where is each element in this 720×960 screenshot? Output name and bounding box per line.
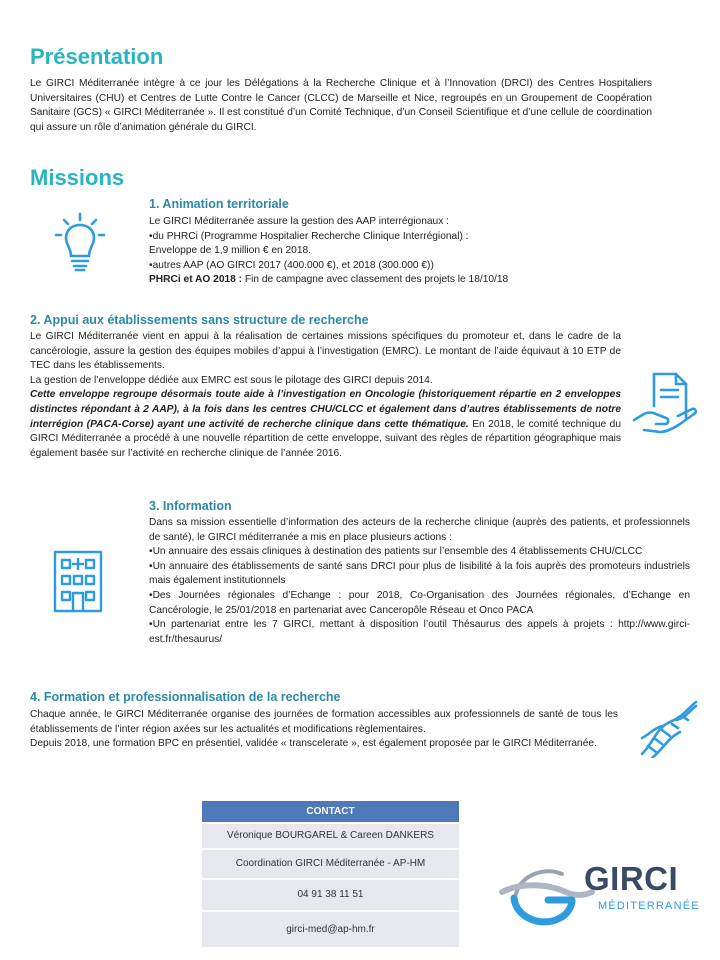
mission1-line: Le GIRCI Méditerranée assure la gestion des AAP interrégionaux :: [149, 216, 449, 227]
mission1-rest: Fin de campagne avec classement des projets le 18/10/18: [242, 274, 509, 286]
mission4-p1: Chaque année, le GIRCI Méditerranée organise des journées de formation accessibles aux professionnels de santé de tous les établissements de l’inter région axées sur les actualités et modifications règlementaires.: [30, 709, 618, 735]
contact-org: Coordination GIRCI Méditerranée - AP-HM: [202, 848, 459, 878]
mission2-title: 2. Appui aux établissements sans structure de recherche: [30, 313, 369, 327]
contact-header: CONTACT: [202, 801, 459, 822]
mission3-body: [149, 516, 690, 647]
mission3-bullet: •Un annuaire des essais cliniques à destination des patients sur l’ensemble des 4 établissements CHU/CLCC: [149, 546, 643, 558]
contact-table: [202, 801, 459, 947]
mission2-bold: Cette enveloppe regroupe désormais toute aide à l’investigation en Oncologie (historiquement répartie en 2 enveloppes distinctes répondant à 2 AAP), à la fois dans les centres CHU/CLCC et également dans d’autres établissements de notre interrégion (PACA-Corse) ayant une activité de recherche clinique dans cette thématique.: [30, 389, 621, 430]
mission2-p2: La gestion de l’enveloppe dédiée aux EMRC est sous le pilotage des GIRCI depuis 2014.: [30, 374, 433, 386]
document-hand-icon: [630, 370, 702, 436]
mission1-bold: PHRCi et AO 2018 :: [149, 274, 243, 286]
mission2-body: [30, 330, 621, 461]
logo-subtitle: MÉDITERRANÉE: [598, 900, 700, 912]
presentation-text: Le GIRCI Méditerranée intègre à ce jour les Délégations à la Recherche Clinique et à l’Innovation (DRCI) des Centres Hospitaliers Universitaires (CHU) et Centres de Lutte Contre le Cancer (CLCC) de Marseille et Nice, regroupés en un Groupement de Coopération Sanitaire (GCS) « GIRCI Méditerranée ». Il est constitué d’un Comité Technique, d’un Conseil Scientifique et d’une cellule de coordination qui assure un rôle d’animation générale du GIRCI.: [30, 78, 652, 133]
contact-email[interactable]: girci-med@ap-hm.fr: [202, 910, 459, 947]
mission1-line: •autres AAP (AO GIRCI 2017 (400.000 €), et 2018 (300.000 €)): [149, 259, 434, 271]
mission4-body: [30, 708, 618, 752]
mission1-line: [149, 273, 669, 288]
mission4-title: 4. Formation et professionnalisation de la recherche: [30, 690, 341, 704]
mission1-body: [149, 215, 669, 288]
logo-name: GIRCI: [584, 860, 679, 897]
mission3-title: 3. Information: [149, 499, 232, 513]
mission3-bullet: •Des Journées régionales d’Echange : pour 2018, Co-Organisation des Journées régionales, d’Echange en Cancérologie, le 25/01/2018 en partenariat avec Canceropôle Réseau et Onco PACA: [149, 589, 690, 616]
contact-phone: 04 91 38 11 51: [202, 878, 459, 910]
mission1-title: 1. Animation territoriale: [149, 197, 289, 211]
mission2-rest: En 2018, le comité technique du GIRCI Méditerranée a procédé à une nouvelle répartition de cette enveloppe, suivant des règles de répartition géographique mais également basée sur l’activité en recherche clinique de l’année 2016.: [30, 418, 621, 459]
mission3-p1: Dans sa mission essentielle d’information des acteurs de la recherche clinique (auprès des patients, et professionnels de santé), le GIRCI méditerranée a mis en place plusieurs actions :: [149, 517, 690, 543]
mission1-line: Enveloppe de 1,9 million € en 2018.: [149, 245, 311, 257]
mission3-bullet: •Un partenariat entre les 7 GIRCI, mettant à disposition l’outil Thésaurus des appels à projets : http://www.girci-est.fr/thesaurus/: [149, 619, 690, 645]
mission1-line: •du PHRCi (Programme Hospitalier Recherche Clinique Interrégional) :: [149, 230, 469, 242]
mission4-p2: Depuis 2018, une formation BPC en présentiel, validée « transcelerate », est également proposée par le GIRCI Méditerranée.: [30, 738, 597, 750]
missions-title: Missions: [30, 165, 125, 190]
mission2-p3: [30, 388, 621, 461]
contact-names: Véronique BOURGAREL & Careen DANKERS: [202, 822, 459, 848]
dna-icon: [636, 698, 702, 758]
presentation-title: Présentation: [30, 44, 164, 69]
girci-logo: [498, 856, 698, 928]
mission2-p1: Le GIRCI Méditerranée vient en appui à la réalisation de certaines missions spécifiques du promoteur et, dans le cadre de la cancérologie, assure la gestion des équipes mobiles d’appui à l’investigation (EMRC). Le montant de l’aide équivaut à 10 ETP de TEC dans les établissements.: [30, 331, 621, 372]
lightbulb-icon: [50, 212, 110, 274]
building-icon: [52, 548, 104, 614]
mission3-bullet: •Un annuaire des établissements de santé sans DRCI pour plus de lisibilité à la fois auprès des promoteurs industriels mais également institutionnels: [149, 560, 690, 587]
